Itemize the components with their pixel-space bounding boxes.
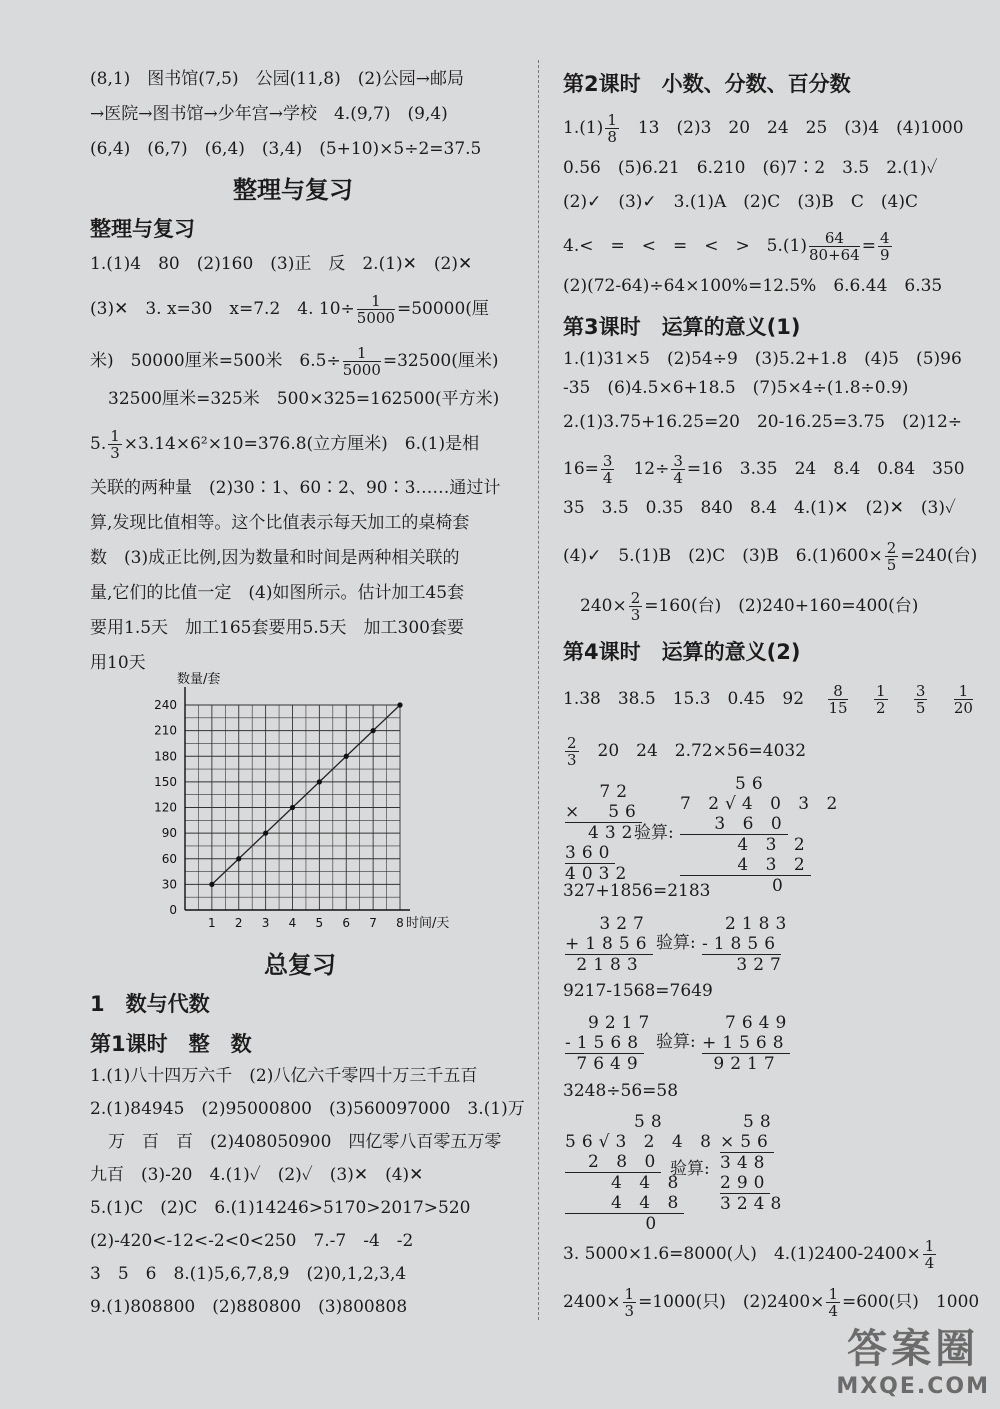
- text-run: =16 3.: [686, 459, 756, 479]
- x-axis-label: 时间/天: [406, 916, 450, 928]
- text-line: -35 (6)4.5×6+18.5 (7)5×4÷(1.8÷0.9): [563, 378, 909, 398]
- section-title: 整理与复习: [233, 176, 353, 204]
- text-run: 1000: [935, 1292, 980, 1312]
- text-run: =32500(厘米): [382, 351, 499, 371]
- text-line: [90, 428, 479, 461]
- lesson-title: 第3课时 运算的意义(1): [563, 315, 801, 339]
- subsection-title: 整理与复习: [90, 217, 195, 241]
- y-tick-label: 90: [161, 826, 177, 841]
- fraction: $\frac{1}{5000}$: [342, 344, 381, 379]
- fraction: $\frac{1}{5000}$: [356, 292, 395, 327]
- chapter-title: 1 数与代数: [90, 992, 210, 1016]
- text-line: →医院→图书馆→少年宫→学校 4.(9,7) (9,4): [90, 104, 448, 124]
- fraction: $\frac{1}{4}$: [828, 1285, 838, 1320]
- text-line: (2)✓ (3)✓ 3.(1)A (2)C (3)B C (4)C: [563, 192, 918, 212]
- text-run: 4.< = < = < > 5.(1): [563, 236, 807, 256]
- data-point: [371, 728, 376, 733]
- text-run: 35 24 8.4 0.84 350: [755, 459, 965, 479]
- fraction: $\frac{3}{4}$: [673, 452, 683, 487]
- x-tick-label: 2: [234, 916, 243, 928]
- fraction: $\frac{1}{2}$: [875, 682, 886, 717]
- fraction: $\frac{4}{9}$: [880, 229, 890, 264]
- text-run: 3. 5000×1.6=8000(人) 4.(1)2400-2400×: [563, 1244, 921, 1264]
- fraction: $\frac{2}{5}$: [886, 539, 897, 574]
- x-tick-label: 1: [208, 916, 216, 928]
- quotient: 56: [735, 774, 769, 794]
- fraction: $\frac{1}{4}$: [924, 1237, 935, 1272]
- text-line: 2.(1)3.75+16.25=20 20-16.25=3.75 (2)12÷: [563, 412, 963, 432]
- text-line: [563, 540, 977, 573]
- y-tick-label: 150: [154, 774, 177, 789]
- text-run: =1000(只) (2)2400×: [638, 1292, 825, 1312]
- text-run: 1.38 38.5 15.3 0.45 92: [563, 689, 805, 709]
- long-division: 7 2√4 0 3 2 3 6 0 4 3 2 4 3 2 0: [680, 794, 844, 896]
- text-line: 九百 (3)-20 4.(1)✓ (2)✓ (3)✕ (4)✕: [90, 1165, 424, 1185]
- text-run: 16=: [563, 459, 599, 479]
- x-tick-label: 4: [288, 916, 297, 928]
- lesson-title: 第4课时 运算的意义(2): [563, 640, 801, 664]
- fraction: $\frac{2}{3}$: [567, 734, 577, 769]
- y-tick-label: 60: [161, 851, 177, 866]
- text-line: 3248÷56=58: [563, 1081, 679, 1101]
- vertical-calc: 72 × 56 432 360 4032: [565, 782, 642, 884]
- text-line: 0.56 (5)6.21 6.210 (6)7∶2 3.5 2.(1)✓: [563, 158, 938, 178]
- vertical-calc: 9217 -1568 7649: [565, 1013, 656, 1074]
- text-line: 5.(1)C (2)C 6.(1)14246>5170>2017>520: [90, 1198, 471, 1218]
- text-line: 量,它们的比值一定 (4)如图所示。估计加工45套: [90, 583, 465, 603]
- y-tick-label: 120: [154, 800, 177, 815]
- text-line: 2.(1)84945 (2)95000800 (3)560097000 3.(1)万: [90, 1099, 525, 1119]
- text-line: 1.(1)31×5 (2)54÷9 (3)5.2+1.8 (4)5 (5)96: [563, 349, 962, 369]
- text-run: =: [861, 236, 876, 256]
- text-line: 1.(1)八十四万六千 (2)八亿六千零四十万三千五百: [90, 1066, 478, 1086]
- fraction: $\frac{1}{3}$: [624, 1285, 635, 1320]
- text-line: 1.(1)4 80 (2)160 (3)正 反 2.(1)✕ (2)✕: [90, 254, 473, 274]
- data-point: [344, 754, 349, 759]
- text-run: =160(台) (2)240+160=400(台): [644, 596, 919, 616]
- x-tick-label: 7: [369, 916, 377, 928]
- text-run: ×3.14×6²×10=376.8(立方厘米) 6.(1)是相: [123, 434, 480, 454]
- text-line: 关联的两种量 (2)30∶1、60∶2、90∶3……通过计: [90, 478, 501, 498]
- lesson-title: 第2课时 小数、分数、百分数: [563, 72, 851, 96]
- fraction: $\frac{8}{15}$: [828, 682, 848, 717]
- text-line: 9.(1)808800 (2)880800 (3)800808: [90, 1297, 408, 1317]
- text-run: 12÷: [633, 459, 670, 479]
- text-run: =240(台): [900, 546, 978, 566]
- x-tick-label: 3: [261, 916, 270, 928]
- lesson-title: 第1课时 整 数: [90, 1032, 252, 1056]
- data-point: [317, 779, 322, 784]
- column-divider: [538, 60, 539, 1320]
- x-tick-label: 6: [342, 916, 351, 928]
- y-tick-label: 240: [154, 698, 177, 712]
- text-run: 米) 50000厘米=500米 6.5÷: [90, 351, 341, 371]
- text-line: 9217-1568=7649: [563, 981, 713, 1001]
- y-tick-label: 0: [169, 903, 177, 917]
- text-line: [563, 735, 806, 768]
- vertical-calc: 327 +1856 2183: [565, 914, 653, 975]
- text-line: (2)-420<-12<-2<0<250 7.-7 -4 -2: [90, 1231, 414, 1251]
- fraction: $\frac{3}{4}$: [602, 452, 613, 487]
- text-line: 3 5 6 8.(1)5,6,7,8,9 (2)0,1,2,3,4: [90, 1264, 407, 1284]
- text-line: (8,1) 图书馆(7,5) 公园(11,8) (2)公园→邮局: [90, 69, 465, 89]
- y-tick-label: 210: [154, 723, 177, 738]
- x-tick-label: 5: [315, 916, 324, 928]
- watermark-logo: [836, 1317, 990, 1399]
- data-point: [209, 882, 214, 887]
- data-point: [236, 856, 241, 861]
- general-review-title: 总复习: [264, 951, 336, 979]
- fraction: $\frac{1}{3}$: [110, 427, 120, 462]
- text-line: 数 (3)成正比例,因为数量和时间是两种相关联的: [90, 548, 460, 568]
- text-line: [563, 683, 975, 716]
- check-label: 验算:: [634, 823, 674, 843]
- data-point: [397, 702, 402, 707]
- line-chart: [140, 668, 470, 928]
- y-tick-label: 180: [154, 749, 177, 764]
- y-axis-label: 数量/套: [177, 672, 221, 687]
- text-run: 5.: [90, 434, 107, 454]
- text-line: 327+1856=2183: [563, 881, 711, 901]
- text-run: =600(只): [841, 1292, 919, 1312]
- text-run: =50000(厘: [396, 299, 489, 319]
- text-line: [563, 453, 965, 486]
- fraction: $\frac{3}{5}$: [915, 682, 926, 717]
- text-line: (2)(72-64)÷64×100%=12.5% 6.6.44 6.35: [563, 276, 943, 296]
- check-label: 验算:: [670, 1159, 710, 1179]
- x-tick-label: 8: [396, 916, 404, 928]
- fraction: $\frac{1}{8}$: [607, 111, 617, 146]
- long-division: 56√3 2 4 8 2 8 0 4 4 8 4 4 8 0: [565, 1132, 717, 1234]
- text-line: 32500厘米=325米 500×325=162500(平方米): [108, 389, 500, 409]
- text-run: (3)✕ 3. x=30 x=7.2 4. 10÷: [90, 299, 355, 319]
- text-line: 用10天: [90, 653, 146, 673]
- text-line: 35 3.5 0.35 840 8.4 4.(1)✕ (2)✕ (3)✓: [563, 498, 956, 518]
- text-line: (6,4) (6,7) (6,4) (3,4) (5+10)×5÷2=37.5: [90, 139, 482, 159]
- vertical-calc: 2183 -1856 327: [702, 914, 793, 975]
- text-run: 13 (2)3 20 24 25 (3)4 (4)1000: [637, 118, 964, 138]
- fraction: $\frac{1}{20}$: [953, 682, 973, 717]
- text-line: [90, 345, 498, 378]
- data-point: [263, 831, 268, 836]
- text-line: [90, 293, 489, 326]
- text-line: [563, 230, 894, 263]
- text-line: [563, 1238, 938, 1271]
- text-line: 万 百 百 (2)408050900 四亿零八百零五万零: [108, 1132, 502, 1152]
- text-line: [580, 590, 918, 623]
- text-line: 要用1.5天 加工165套要用5.5天 加工300套要: [90, 618, 464, 638]
- text-run: (4)✓ 5.(1)B (2)C (3)B 6.(1)600×: [563, 546, 883, 566]
- text-run: 240×: [580, 596, 627, 616]
- y-tick-label: 30: [161, 877, 177, 892]
- vertical-calc: 7649 +1568 9217: [702, 1013, 793, 1074]
- check-label: 验算:: [656, 933, 696, 953]
- text-line: [563, 112, 964, 145]
- text-line: 算,发现比值相等。这个比值表示每天加工的桌椅套: [90, 513, 470, 533]
- text-run: 1.(1): [563, 118, 604, 138]
- quotient: 58: [634, 1112, 668, 1132]
- text-line: [563, 1286, 979, 1319]
- check-label: 验算:: [656, 1032, 696, 1052]
- watermark-url: MXQE.COM: [836, 1374, 990, 1399]
- text-run: 2400×: [563, 1292, 621, 1312]
- fraction: $\frac{2}{3}$: [630, 589, 641, 624]
- data-point: [290, 805, 295, 810]
- text-run: 20 24 2.72×56=4032: [597, 741, 807, 761]
- vertical-calc: 58 ×56 348 290 3248: [720, 1112, 788, 1214]
- fraction: $\frac{64}{80+64}$: [809, 229, 860, 264]
- watermark-text: 答案圈: [847, 1326, 980, 1372]
